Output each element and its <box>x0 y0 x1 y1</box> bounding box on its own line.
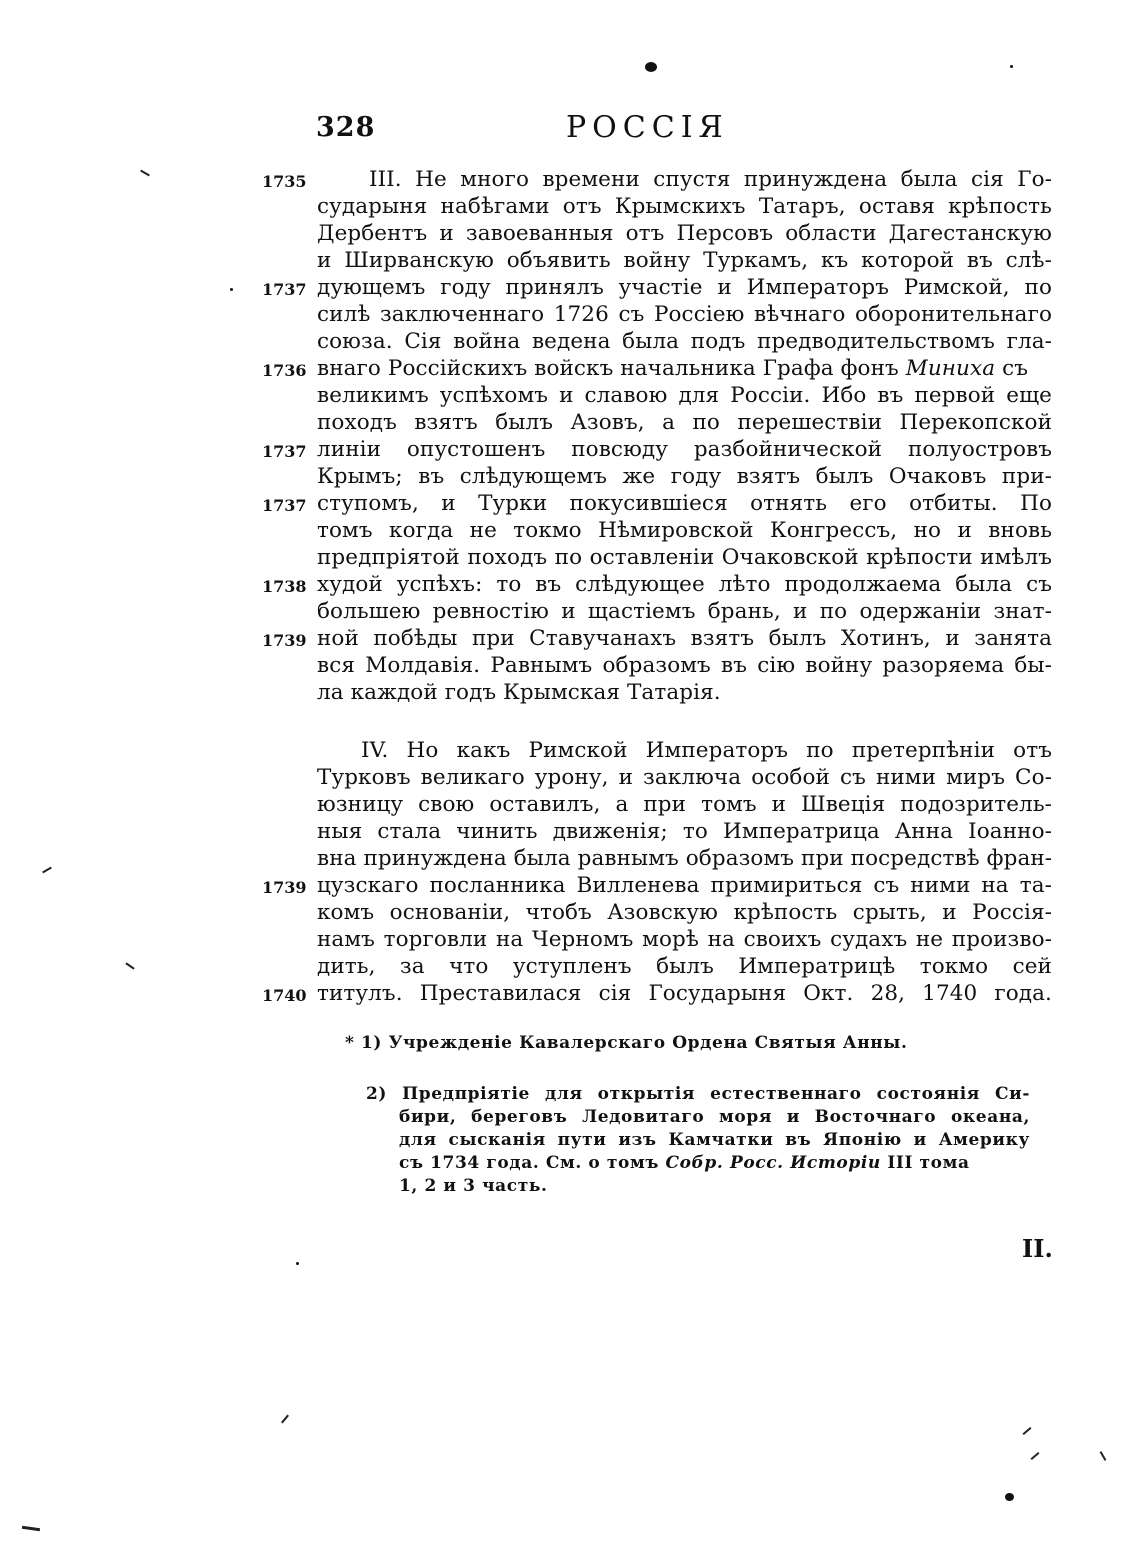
scan-speck <box>1005 1493 1014 1501</box>
scan-speck <box>230 288 233 291</box>
text-line: и Ширванскую объявить войну Туркамъ, къ которой въ слѣ- <box>317 248 1052 273</box>
text-line: силѣ заключеннаго 1726 съ Россіею вѣчнаго оборонительнаго <box>317 302 1052 327</box>
footnote-2-line: бири, береговъ Ледовитаго моря и Восточнаго океана, <box>399 1107 1030 1127</box>
page-number: 328 <box>316 112 376 143</box>
text-line: ла каждой годъ Крымская Татарія. <box>317 680 721 705</box>
text-line: походъ взятъ былъ Азовъ, а по перешествіи Перекопской <box>317 410 1052 435</box>
scan-mark <box>1100 1451 1107 1461</box>
text-line: намъ торговли на Черномъ морѣ на своихъ судахъ не произво- <box>317 927 1052 952</box>
scan-mark <box>1023 1427 1032 1435</box>
text-line: союза. Сія война ведена была подъ предводительствомъ гла- <box>317 329 1052 354</box>
margin-year: 1739 <box>262 631 307 650</box>
text-line: ной побѣды при Ставучанахъ взятъ былъ Хотинъ, и занята <box>317 626 1052 651</box>
scan-speck <box>296 1262 299 1265</box>
text-line: Крымъ; въ слѣдующемъ же году взятъ былъ Очаковъ при- <box>317 464 1052 489</box>
text-line <box>317 355 1052 382</box>
margin-year: 1738 <box>262 577 307 596</box>
footnote-1: * 1) Учрежденіе Кавалерскаго Ордена Святыя Анны. <box>345 1033 908 1053</box>
text-line: сударыня набѣгами отъ Крымскихъ Татаръ, оставя крѣпость <box>317 194 1052 219</box>
person-name-miniha: Миниха <box>905 356 996 381</box>
text-line: титулъ. Преставилася сія Государыня Окт. 28, 1740 года. <box>317 981 1052 1006</box>
text-line: предпріятой походъ по оставленіи Очаковской крѣпости имѣлъ <box>317 545 1052 570</box>
footnote-2-line: 1, 2 и 3 часть. <box>399 1176 548 1196</box>
catchword: II. <box>1022 1234 1053 1263</box>
text-line: дующемъ году принялъ участіе и Императоръ Римской, по <box>317 275 1052 300</box>
text-line: дить, за что уступленъ былъ Императрицѣ токмо сей <box>317 954 1052 979</box>
text-line: IV. Но какъ Римской Императоръ по претерпѣніи отъ <box>361 738 1052 763</box>
scan-speck <box>645 62 657 72</box>
scan-mark <box>140 170 150 177</box>
scan-speck <box>1010 65 1013 68</box>
text-line: комъ основаніи, чтобъ Азовскую крѣпость срыть, и Россія- <box>317 900 1052 925</box>
text-segment: съ <box>995 356 1028 381</box>
text-line: большею ревностію и щастіемъ брань, и по одержаніи знат- <box>317 599 1052 624</box>
footnote-reference: Собр. Росс. Исторіи <box>665 1153 881 1173</box>
text-line: вся Молдавія. Равнымъ образомъ въ сію войну разоряема бы- <box>317 653 1052 678</box>
page-header <box>316 112 776 152</box>
text-segment: III тома <box>880 1153 970 1173</box>
text-line: ныя стала чинить движенія; то Императрица Анна Іоанно- <box>317 819 1052 844</box>
scan-mark <box>125 962 134 969</box>
margin-year: 1740 <box>262 986 307 1005</box>
text-line: ступомъ, и Турки покусившіеся отнять его отбиты. По <box>317 491 1052 516</box>
text-line: Турковъ великаго урону, и заключа особой съ ними миръ Со- <box>317 765 1052 790</box>
scan-mark <box>281 1415 289 1424</box>
text-line: великимъ успѣхомъ и славою для Россіи. Ибо въ первой еще <box>317 383 1052 408</box>
text-segment: съ 1734 года. См. о томъ <box>399 1153 666 1173</box>
margin-year: 1736 <box>262 361 307 380</box>
text-line: юзницу свою оставилъ, а при томъ и Швеція подозритель- <box>317 792 1052 817</box>
margin-year: 1737 <box>262 280 307 299</box>
scan-mark <box>1031 1452 1040 1460</box>
footnote-2-line: для сысканія пути изъ Камчатки въ Японію и Америку <box>399 1130 1030 1150</box>
footnote-2-line: 2) Предпріятіе для открытія естественнаго состоянія Си- <box>366 1084 1030 1104</box>
margin-year: 1735 <box>262 172 307 191</box>
text-segment: внаго Россійскихъ войскъ начальника Графа фонъ <box>317 356 906 381</box>
text-line: линіи опустошенъ повсюду разбойнической полуостровъ <box>317 437 1052 462</box>
footnote-2-line <box>399 1152 970 1175</box>
margin-year: 1737 <box>262 442 307 461</box>
text-line: худой успѣхъ: то въ слѣдующее лѣто продолжаема была съ <box>317 572 1052 597</box>
scan-mark <box>22 1526 40 1531</box>
text-line: III. Не много времени спустя принуждена была сія Го- <box>369 167 1052 192</box>
text-line: томъ когда не токмо Нѣмировской Конгрессъ, но и вновь <box>317 518 1052 543</box>
scan-mark <box>42 867 52 874</box>
text-line: Дербентъ и завоеванныя отъ Персовъ области Дагестанскую <box>317 221 1052 246</box>
running-title: РОССІЯ <box>566 110 729 145</box>
margin-year: 1737 <box>262 496 307 515</box>
margin-year: 1739 <box>262 878 307 897</box>
text-line: вна принуждена была равнымъ образомъ при посредствѣ фран- <box>317 846 1053 871</box>
text-line: цузскаго посланника Вилленева примириться съ ними на та- <box>317 873 1052 898</box>
